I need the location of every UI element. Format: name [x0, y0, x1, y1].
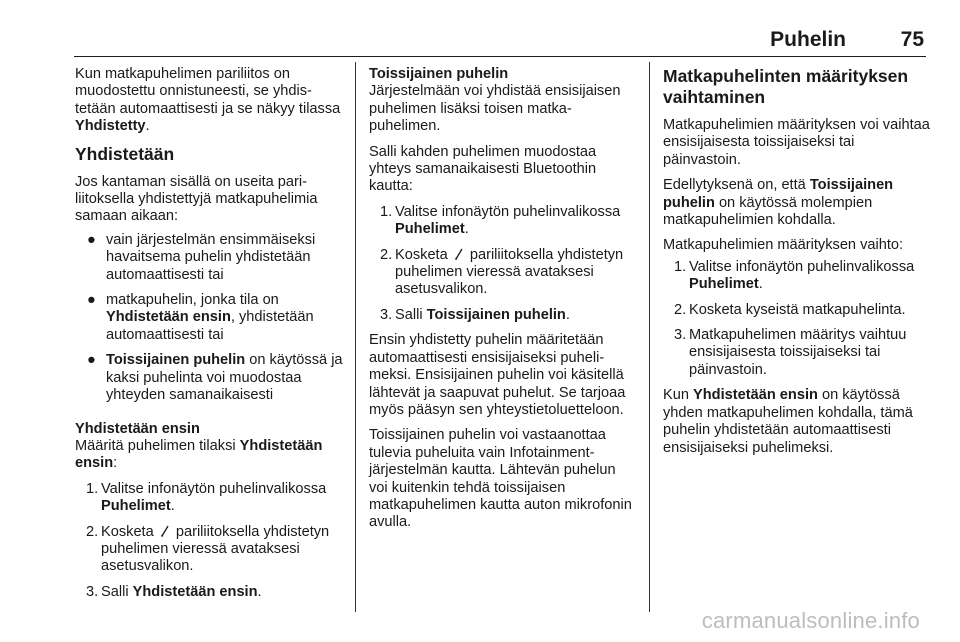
numbered-list: [75, 481, 347, 601]
sub-heading: Toissijainen puhelin: [369, 66, 509, 82]
bullet-icon: ●: [87, 292, 96, 309]
watermark: carmanualsonline.info: [701, 608, 920, 633]
column-1: [75, 66, 347, 609]
list-item: 2. Kosketa kyseistä matkapuhelinta.: [674, 301, 906, 318]
bullet-list: [75, 232, 347, 405]
list-item: ● Toissijainen puhelin on käytössä ja kaksi puhelinta voi muodostaa yhteyden samanaikaisesti: [87, 352, 343, 404]
paragraph: Kun Yhdistetään ensin on käytössä yhden matkapuhelimen kohdalla, tämä puhelin yhdistetään automaattisesti ensisijaiseksi puhelimeksi.: [663, 387, 913, 456]
list-item: 3. Matkapuhelimen määritys vaihtuu ensisijaisesta toissijaiseksi tai päinvastoin.: [674, 327, 907, 378]
page-header: [74, 22, 926, 57]
list-item: 1. Valitse infonäytön puhelinvalikossa Puhelimet.: [674, 258, 915, 293]
paragraph: Salli kahden puhelimen muodostaa yhteys samanaikaisesti Bluetoothin kautta:: [369, 143, 597, 195]
bullet-icon: ●: [87, 231, 96, 248]
column-divider: [355, 62, 356, 612]
numbered-list: [663, 259, 931, 379]
paragraph: Ensin yhdistetty puhelin määritetään automaattisesti ensisijaiseksi puhelimeksi. Ensisijainen puhelin voi käsitellä lähtevät ja saapuvat puhelut. Se tarjoaa myös pääsyn sen yhteystietoluetteloon.: [369, 332, 626, 418]
section-heading: Matkapuhelinten määrityksen vaihtaminen: [663, 66, 909, 107]
intro-paragraph: Kun matkapuhelimen pariliitos on muodostettu onnistuneesti, se yhdistetään automaattisesti ja se näkyy tilassa Yhdistetty.: [75, 66, 341, 135]
list-item: 3. Salli Toissijainen puhelin.: [380, 306, 570, 323]
paragraph: Järjestelmään voi yhdistää ensisijaisen puhelimen lisäksi toisen matkapuhelimen.: [369, 83, 621, 135]
paragraph: Jos kantaman sisällä on useita pariliitoksella yhdistettyjä matkapuhelimia samaan aikaan:: [75, 173, 318, 225]
paragraph: Edellytyksenä on, että Toissijainen puhelin on käytössä molempien matkapuhelimien kohdalla.: [663, 177, 894, 229]
list-item: ● matkapuhelin, jonka tila on Yhdistetään ensin, yhdistetään automaattisesti tai: [87, 292, 314, 343]
page-number: 75: [900, 28, 924, 51]
list-item: 1. Valitse infonäytön puhelinvalikossa Puhelimet.: [380, 203, 621, 238]
column-divider: [649, 62, 650, 612]
sub-heading: Yhdistetään ensin: [75, 420, 200, 437]
column-2: [369, 66, 635, 540]
paragraph: Toissijainen puhelin voi vastaanottaa tulevia puheluita vain Infotainment-järjestelmän kautta. Lähtevän puhelun voi kuitenkin tehdä toissijaisen matkapuhelimen kautta auton mikrofonin avulla.: [369, 427, 632, 531]
column-3: [663, 66, 931, 465]
list-item: ● vain järjestelmän ensimmäiseksi havaitsema puhelin yhdistetään automaattisesti tai: [87, 231, 316, 283]
paragraph: Matkapuhelimien määrityksen voi vaihtaa ensisijaisesta toissijaiseksi tai päinvastoin.: [663, 117, 930, 168]
numbered-list: [369, 204, 635, 324]
paragraph: Matkapuhelimien määrityksen vaihto:: [663, 237, 904, 254]
section-heading: Yhdistetään: [75, 143, 175, 164]
list-item: 1. Valitse infonäytön puhelinvalikossa Puhelimet.: [86, 480, 327, 515]
paragraph: Määritä puhelimen tilaksi Yhdistetään ensin:: [75, 437, 323, 472]
list-item: 3. Salli Yhdistetään ensin.: [86, 583, 262, 600]
pencil-icon: [454, 248, 464, 260]
list-item: 2. Kosketa pariliitoksella yhdistetyn puhelimen vieressä avataksesi asetusvalikon.: [380, 246, 624, 298]
pencil-icon: [160, 525, 170, 537]
list-item: 2. Kosketa pariliitoksella yhdistetyn puhelimen vieressä avataksesi asetusvalikon.: [86, 523, 330, 575]
bullet-icon: ●: [87, 352, 96, 369]
chapter-title: Puhelin: [770, 28, 846, 51]
